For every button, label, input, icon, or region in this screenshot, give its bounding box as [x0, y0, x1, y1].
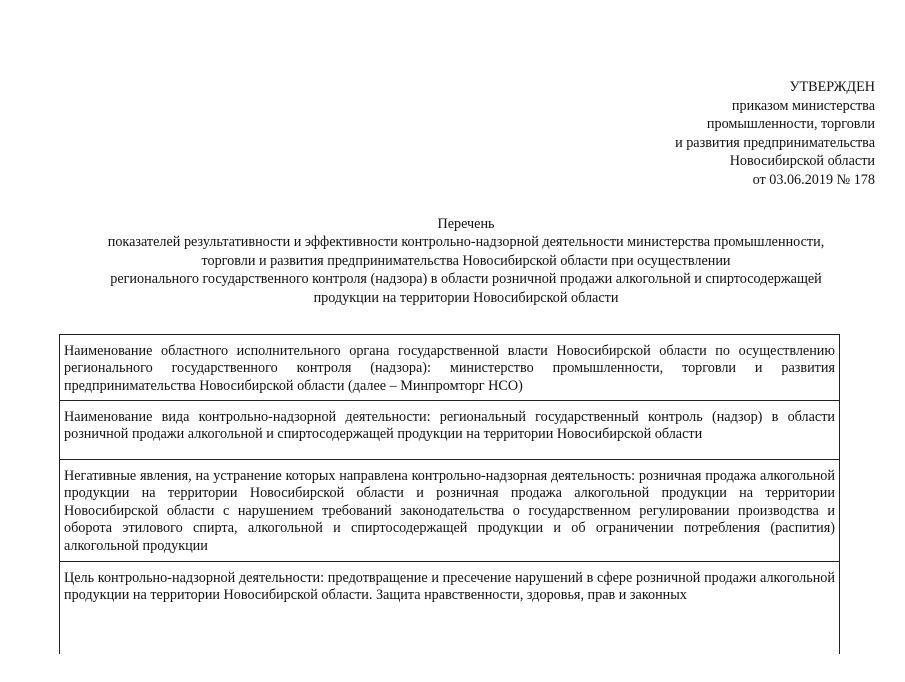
approval-heading: УТВЕРЖДЕН: [789, 79, 875, 95]
table-row-negative-phenomena: Негативные явления, на устранение которых направлена контрольно-надзорная деятельность: розничная продажа алкогольной продукции на территории Новосибирской области и розничная продажа алкогольной продукции на территории Новосибирской области с нарушением требований законодательства о государственном регулировании производства и оборота этилового спирта, алкогольной и спиртосодержащей продукции и об ограничении потребления (распития) алкогольной продукции: [60, 460, 839, 562]
title-heading: Перечень: [437, 216, 495, 232]
approval-line: приказом министерства: [731, 97, 875, 114]
document-title: [40, 215, 892, 307]
table-row-activity-type: Наименование вида контрольно-надзорной деятельности: региональный государственный контроль (надзор) в области розничной продажи алкогольной и спиртосодержащей продукции на территории Новосибирской области: [60, 401, 839, 460]
approval-line: Новосибирской области: [729, 153, 875, 170]
indicators-table: [59, 334, 840, 654]
approval-line: промышленности, торговли: [706, 116, 875, 133]
table-row-authority: Наименование областного исполнительного органа государственной власти Новосибирской области по осуществлению регионального государственного контроля (надзора): министерство промышленности, торговли и развития предпринимательства Новосибирской области (далее – Минпромторг НСО): [60, 335, 839, 401]
approval-stamp: [575, 78, 875, 190]
title-line: показателей результативности и эффективности контрольно-надзорной деятельности министерства промышленности,: [107, 234, 825, 251]
approval-line: и развития предпринимательства: [675, 134, 875, 151]
table-row-goal: Цель контрольно-надзорной деятельности: предотвращение и пресечение нарушений в сфере розничной продажи алкогольной продукции на территории Новосибирской области. Защита нравственности, здоровья, прав и законных: [64, 570, 835, 604]
title-line: регионального государственного контроля (надзора) в области розничной продажи алкогольной и спиртосодержащей: [110, 271, 822, 288]
title-line: торговли и развития предпринимательства Новосибирской области при осуществлении: [201, 252, 731, 269]
title-line: продукции на территории Новосибирской области: [313, 289, 619, 306]
approval-date-number: от 03.06.2019 № 178: [752, 171, 875, 188]
